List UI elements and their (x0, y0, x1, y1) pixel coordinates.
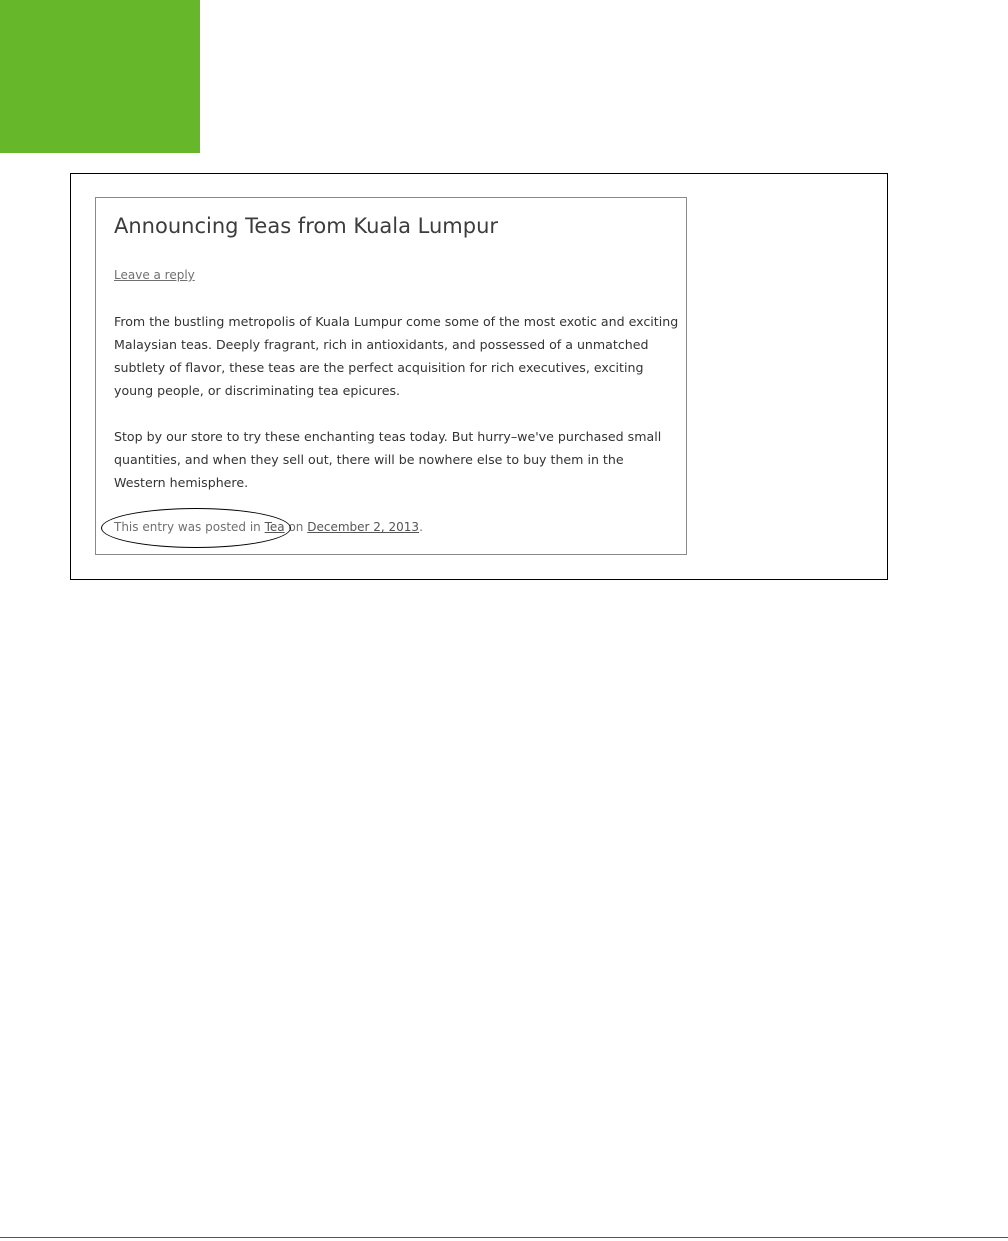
post-date-link[interactable]: December 2, 2013 (307, 520, 420, 534)
blog-post-card (95, 197, 687, 555)
footer-suffix-text: . (419, 520, 423, 534)
leave-reply-link[interactable]: Leave a reply (114, 268, 195, 282)
footer-middle-text: on (284, 520, 308, 534)
callout-ellipse (101, 508, 291, 548)
footer-prefix-text: This entry was posted in (114, 520, 265, 534)
category-link[interactable]: Tea (264, 520, 285, 534)
post-title: Announcing Teas from Kuala Lumpur (114, 214, 499, 238)
page-bottom-rule (0, 1237, 1008, 1238)
post-paragraph: From the bustling metropolis of Kuala Lumpur come some of the most exotic and exciting Malaysian teas. Deeply fragrant, rich in antioxidants, and possessed of a unmatched subtlety of flavor, these teas are the perfect acquisition for rich executives, exciting young people, or discriminating tea epicures. (114, 314, 679, 398)
post-paragraph: Stop by our store to try these enchanting teas today. But hurry–we've purchased small quantities, and when they sell out, there will be nowhere else to buy them in the Western hemisphere. (114, 429, 662, 490)
chapter-color-block (0, 0, 200, 153)
